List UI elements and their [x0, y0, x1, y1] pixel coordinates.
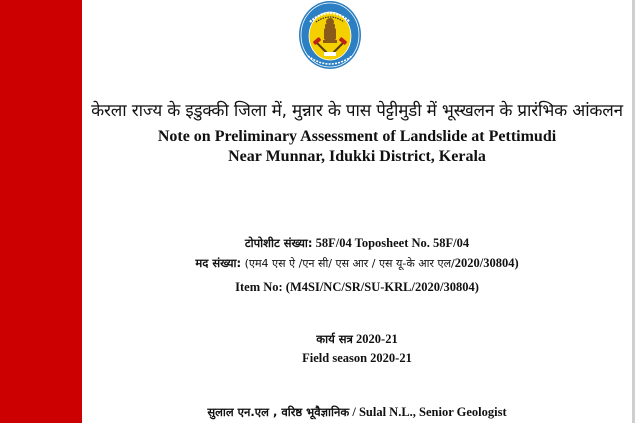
title-english-line-2: Near Munnar, Idukki District, Kerala	[228, 148, 486, 165]
left-red-bar	[0, 0, 82, 423]
toposheet-hindi-label: टोपोशीट संख्या:	[244, 236, 313, 250]
toposheet-english: Toposheet No. 58F/04	[354, 236, 470, 250]
author-line	[82, 405, 632, 420]
item-number-hindi	[82, 256, 632, 271]
item-hindi-label: मद संख्या:	[195, 256, 242, 270]
field-season-hindi-value: 2020-21	[352, 332, 398, 346]
toposheet-number	[82, 236, 632, 251]
author-english: Sulal N.L., Senior Geologist	[358, 405, 507, 419]
toposheet-hindi-value: 58F/04	[312, 236, 355, 250]
field-season-hindi	[82, 332, 632, 347]
title-english-line-1: Note on Preliminary Assessment of Landslide at Pettimudi	[157, 128, 557, 145]
item-number-english: Item No: (M4SI/NC/SR/SU-KRL/2020/30804)	[235, 280, 479, 294]
field-season-english: Field season 2020-21	[302, 351, 412, 365]
item-hindi-value-prefix: (एम4 एस ऐ /एन सी/ एस आर / एस यू-के आर एल/	[241, 257, 455, 270]
item-hindi-value-suffix: 2020/30804)	[454, 256, 519, 270]
author-hindi: सुलाल एन.एल , वरिष्ठ भूवैज्ञानिक	[207, 405, 350, 419]
document-cover-page	[82, 0, 632, 423]
gsi-logo-icon	[298, 0, 362, 72]
title-hindi: केरला राज्य के इडुक्की जिला में, मुन्नार के पास पेट्टीमुडी में भूस्खलन के प्रारंभिक आंकलन	[91, 101, 623, 121]
field-season-hindi-label: कार्य सत्र	[316, 332, 353, 346]
author-separator: /	[349, 405, 359, 419]
